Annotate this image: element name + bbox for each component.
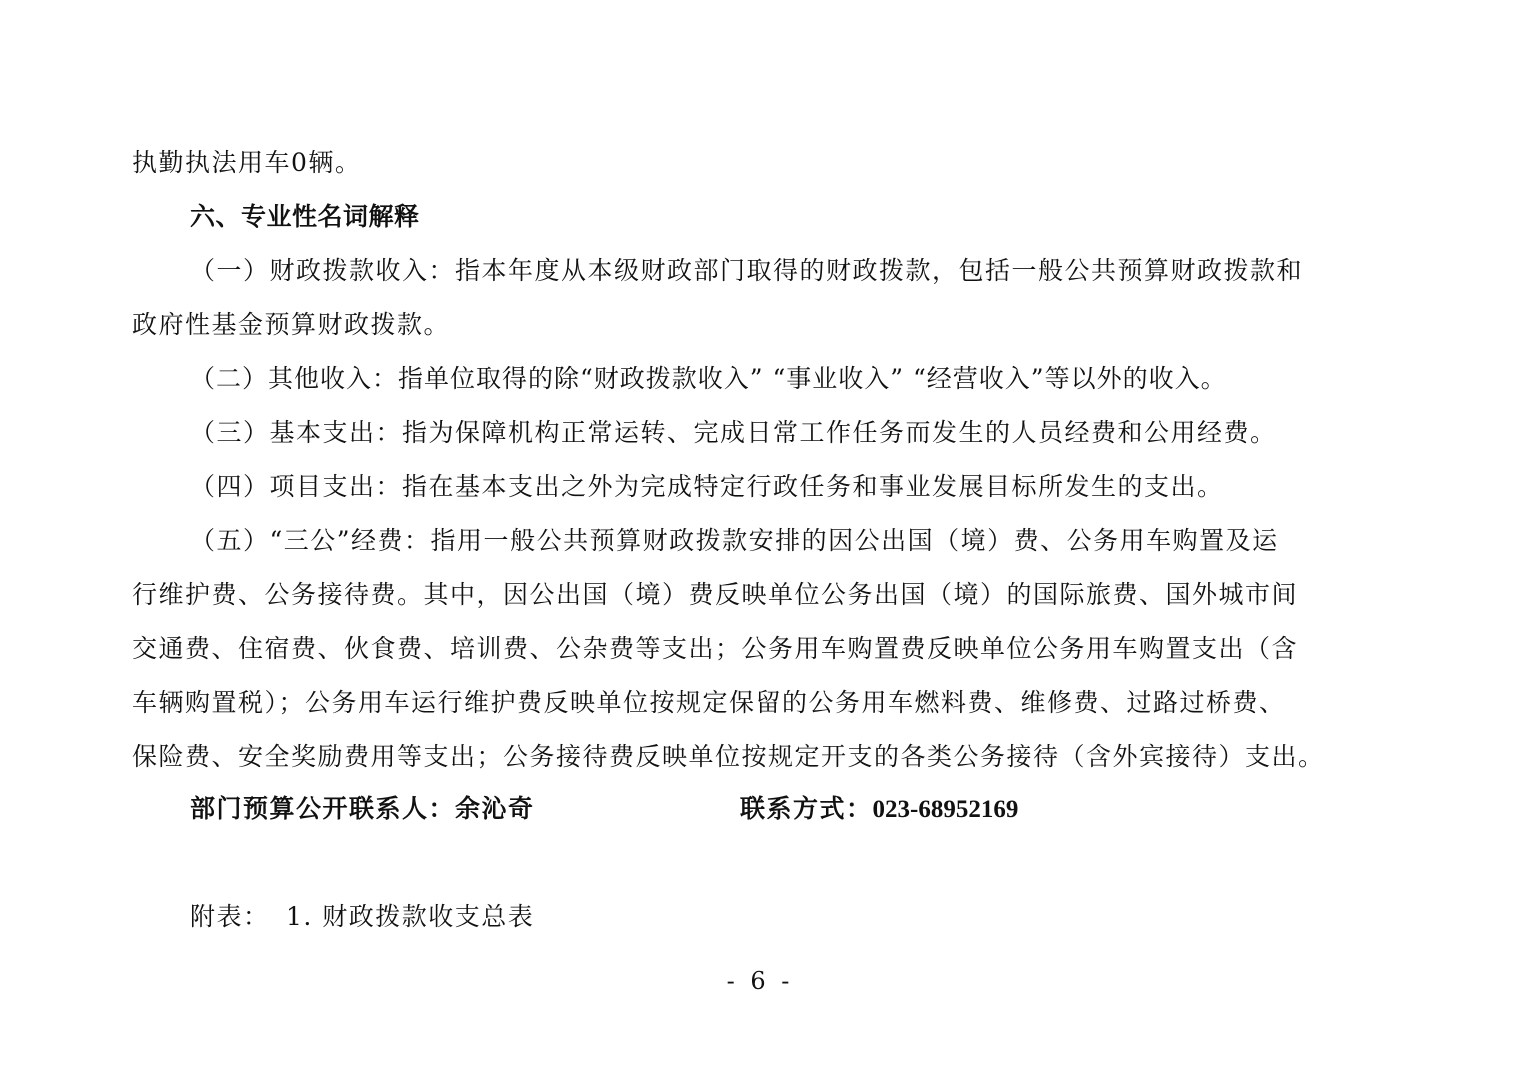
- attachment-label: 附表：: [190, 902, 270, 931]
- text-line: 交通费、住宿费、伙食费、培训费、公杂费等支出；公务用车购置费反映单位公务用车购置支出（含: [132, 634, 1299, 663]
- contact-method: [740, 794, 1018, 825]
- contact-line: [190, 794, 1390, 824]
- contact-method-label: 联系方式：: [740, 794, 873, 823]
- text-line: （一）财政拨款收入：指本年度从本级财政部门取得的财政拨款，包括一般公共预算财政拨款和: [190, 256, 1304, 285]
- text-line: 保险费、安全奖励费用等支出；公务接待费反映单位按规定开支的各类公务接待（含外宾接待）支出。: [132, 742, 1325, 771]
- attachment-item: 1. 财政拨款收支总表: [286, 902, 535, 931]
- text-line: 行维护费、公务接待费。其中，因公出国（境）费反映单位公务出国（境）的国际旅费、国外城市间: [132, 580, 1299, 609]
- text-line: 政府性基金预算财政拨款。: [132, 310, 451, 339]
- attachment-line: [190, 902, 534, 932]
- text-line: 车辆购置税）；公务用车运行维护费反映单位按规定保留的公务用车燃料费、维修费、过路过桥费、: [132, 688, 1286, 717]
- text-line: 执勤执法用车0辆。: [132, 148, 362, 177]
- text-line: （三）基本支出：指为保障机构正常运转、完成日常工作任务而发生的人员经费和公用经费。: [190, 418, 1277, 447]
- contact-person: 部门预算公开联系人：余沁奇: [190, 794, 535, 823]
- text-line: （四）项目支出：指在基本支出之外为完成特定行政任务和事业发展目标所发生的支出。: [190, 472, 1224, 501]
- text-line: （五）“三公”经费：指用一般公共预算财政拨款安排的因公出国（境）费、公务用车购置及运: [190, 526, 1279, 555]
- section-heading: 六、专业性名词解释: [190, 202, 420, 231]
- page-number: - 6 -: [726, 967, 794, 995]
- contact-phone: 023-68952169: [872, 796, 1019, 823]
- text-line: （二）其他收入：指单位取得的除“财政拨款收入” “事业收入” “经营收入”等以外的收入。: [190, 364, 1227, 393]
